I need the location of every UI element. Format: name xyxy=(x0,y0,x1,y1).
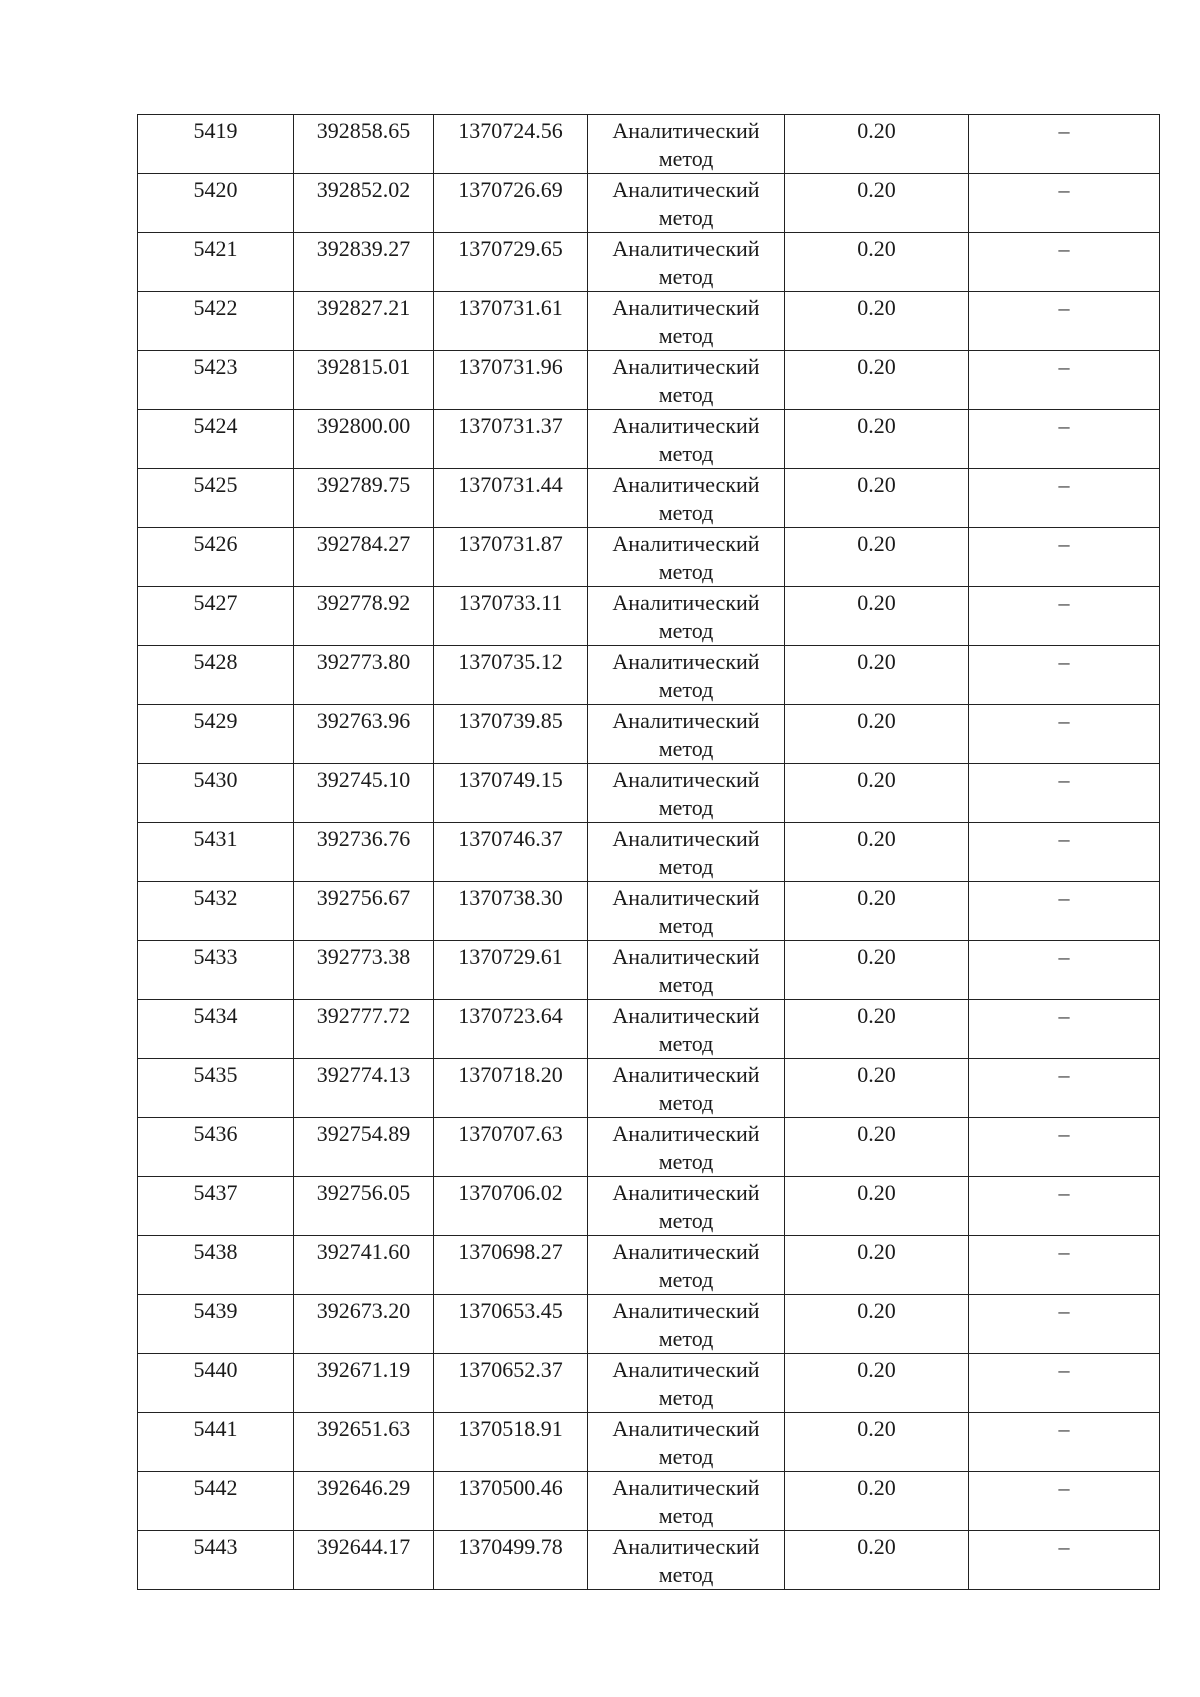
cell-point-number: 5434 xyxy=(138,1000,294,1059)
cell-coordinate-x: 392778.92 xyxy=(294,587,434,646)
cell-method: Аналитический метод xyxy=(588,292,785,351)
cell-coordinate-x: 392673.20 xyxy=(294,1295,434,1354)
cell-coordinate-y: 1370706.02 xyxy=(434,1177,588,1236)
cell-point-number: 5443 xyxy=(138,1531,294,1590)
cell-note: – xyxy=(969,469,1160,528)
table-row xyxy=(138,1000,1160,1059)
table-row xyxy=(138,1295,1160,1354)
table-row xyxy=(138,941,1160,1000)
cell-accuracy: 0.20 xyxy=(785,1531,969,1590)
table-row xyxy=(138,646,1160,705)
cell-point-number: 5432 xyxy=(138,882,294,941)
cell-coordinate-x: 392773.38 xyxy=(294,941,434,1000)
cell-coordinate-y: 1370731.87 xyxy=(434,528,588,587)
cell-note: – xyxy=(969,882,1160,941)
cell-coordinate-x: 392815.01 xyxy=(294,351,434,410)
table-row xyxy=(138,1472,1160,1531)
cell-coordinate-y: 1370749.15 xyxy=(434,764,588,823)
cell-method: Аналитический метод xyxy=(588,764,785,823)
cell-method: Аналитический метод xyxy=(588,823,785,882)
cell-note: – xyxy=(969,1354,1160,1413)
cell-coordinate-x: 392852.02 xyxy=(294,174,434,233)
table-row xyxy=(138,1413,1160,1472)
cell-point-number: 5436 xyxy=(138,1118,294,1177)
cell-note: – xyxy=(969,528,1160,587)
cell-coordinate-y: 1370698.27 xyxy=(434,1236,588,1295)
cell-method: Аналитический метод xyxy=(588,233,785,292)
cell-method: Аналитический метод xyxy=(588,1059,785,1118)
cell-accuracy: 0.20 xyxy=(785,233,969,292)
cell-accuracy: 0.20 xyxy=(785,351,969,410)
cell-coordinate-y: 1370731.44 xyxy=(434,469,588,528)
cell-coordinate-x: 392736.76 xyxy=(294,823,434,882)
cell-coordinate-x: 392756.67 xyxy=(294,882,434,941)
cell-accuracy: 0.20 xyxy=(785,1059,969,1118)
cell-point-number: 5426 xyxy=(138,528,294,587)
table-row xyxy=(138,882,1160,941)
cell-point-number: 5438 xyxy=(138,1236,294,1295)
cell-coordinate-x: 392745.10 xyxy=(294,764,434,823)
cell-note: – xyxy=(969,1059,1160,1118)
cell-accuracy: 0.20 xyxy=(785,1472,969,1531)
cell-coordinate-x: 392858.65 xyxy=(294,115,434,174)
cell-coordinate-x: 392800.00 xyxy=(294,410,434,469)
cell-note: – xyxy=(969,1531,1160,1590)
cell-coordinate-y: 1370733.11 xyxy=(434,587,588,646)
cell-method: Аналитический метод xyxy=(588,882,785,941)
cell-coordinate-x: 392741.60 xyxy=(294,1236,434,1295)
cell-method: Аналитический метод xyxy=(588,174,785,233)
cell-accuracy: 0.20 xyxy=(785,410,969,469)
cell-point-number: 5433 xyxy=(138,941,294,1000)
cell-point-number: 5422 xyxy=(138,292,294,351)
cell-accuracy: 0.20 xyxy=(785,1295,969,1354)
cell-accuracy: 0.20 xyxy=(785,292,969,351)
cell-accuracy: 0.20 xyxy=(785,1236,969,1295)
cell-note: – xyxy=(969,1000,1160,1059)
table-row xyxy=(138,233,1160,292)
cell-method: Аналитический метод xyxy=(588,1354,785,1413)
cell-accuracy: 0.20 xyxy=(785,115,969,174)
cell-note: – xyxy=(969,410,1160,469)
cell-point-number: 5427 xyxy=(138,587,294,646)
cell-coordinate-y: 1370735.12 xyxy=(434,646,588,705)
cell-accuracy: 0.20 xyxy=(785,587,969,646)
cell-coordinate-y: 1370729.61 xyxy=(434,941,588,1000)
cell-accuracy: 0.20 xyxy=(785,1118,969,1177)
cell-coordinate-x: 392754.89 xyxy=(294,1118,434,1177)
cell-method: Аналитический метод xyxy=(588,1118,785,1177)
cell-method: Аналитический метод xyxy=(588,1472,785,1531)
cell-note: – xyxy=(969,115,1160,174)
cell-note: – xyxy=(969,233,1160,292)
cell-note: – xyxy=(969,941,1160,1000)
table-body xyxy=(138,115,1160,1590)
cell-coordinate-y: 1370723.64 xyxy=(434,1000,588,1059)
table-row xyxy=(138,764,1160,823)
table-row xyxy=(138,705,1160,764)
cell-note: – xyxy=(969,823,1160,882)
cell-coordinate-y: 1370499.78 xyxy=(434,1531,588,1590)
cell-accuracy: 0.20 xyxy=(785,823,969,882)
cell-note: – xyxy=(969,1177,1160,1236)
cell-method: Аналитический метод xyxy=(588,1413,785,1472)
table-row xyxy=(138,1354,1160,1413)
table-row xyxy=(138,410,1160,469)
cell-coordinate-y: 1370731.61 xyxy=(434,292,588,351)
cell-method: Аналитический метод xyxy=(588,1295,785,1354)
cell-method: Аналитический метод xyxy=(588,646,785,705)
cell-method: Аналитический метод xyxy=(588,410,785,469)
table-row xyxy=(138,1177,1160,1236)
cell-coordinate-y: 1370731.37 xyxy=(434,410,588,469)
cell-note: – xyxy=(969,174,1160,233)
cell-coordinate-x: 392763.96 xyxy=(294,705,434,764)
cell-point-number: 5429 xyxy=(138,705,294,764)
cell-coordinate-y: 1370653.45 xyxy=(434,1295,588,1354)
table-row xyxy=(138,1236,1160,1295)
cell-method: Аналитический метод xyxy=(588,1000,785,1059)
cell-accuracy: 0.20 xyxy=(785,174,969,233)
cell-note: – xyxy=(969,646,1160,705)
cell-coordinate-y: 1370500.46 xyxy=(434,1472,588,1531)
cell-coordinate-y: 1370518.91 xyxy=(434,1413,588,1472)
cell-coordinate-x: 392773.80 xyxy=(294,646,434,705)
cell-coordinate-x: 392671.19 xyxy=(294,1354,434,1413)
cell-coordinate-x: 392646.29 xyxy=(294,1472,434,1531)
table-row xyxy=(138,823,1160,882)
cell-point-number: 5421 xyxy=(138,233,294,292)
table-row xyxy=(138,587,1160,646)
cell-method: Аналитический метод xyxy=(588,1236,785,1295)
cell-coordinate-x: 392827.21 xyxy=(294,292,434,351)
cell-point-number: 5439 xyxy=(138,1295,294,1354)
cell-method: Аналитический метод xyxy=(588,469,785,528)
cell-coordinate-y: 1370746.37 xyxy=(434,823,588,882)
coordinates-table xyxy=(137,114,1160,1590)
table-row xyxy=(138,1059,1160,1118)
cell-point-number: 5437 xyxy=(138,1177,294,1236)
cell-point-number: 5435 xyxy=(138,1059,294,1118)
cell-coordinate-y: 1370718.20 xyxy=(434,1059,588,1118)
cell-point-number: 5424 xyxy=(138,410,294,469)
cell-accuracy: 0.20 xyxy=(785,528,969,587)
cell-coordinate-x: 392644.17 xyxy=(294,1531,434,1590)
cell-coordinate-y: 1370739.85 xyxy=(434,705,588,764)
cell-accuracy: 0.20 xyxy=(785,941,969,1000)
cell-point-number: 5441 xyxy=(138,1413,294,1472)
cell-point-number: 5440 xyxy=(138,1354,294,1413)
cell-coordinate-y: 1370724.56 xyxy=(434,115,588,174)
cell-coordinate-y: 1370729.65 xyxy=(434,233,588,292)
cell-method: Аналитический метод xyxy=(588,528,785,587)
table-row xyxy=(138,174,1160,233)
cell-accuracy: 0.20 xyxy=(785,705,969,764)
cell-coordinate-x: 392774.13 xyxy=(294,1059,434,1118)
cell-method: Аналитический метод xyxy=(588,115,785,174)
cell-coordinate-x: 392789.75 xyxy=(294,469,434,528)
cell-coordinate-y: 1370738.30 xyxy=(434,882,588,941)
cell-accuracy: 0.20 xyxy=(785,1413,969,1472)
cell-accuracy: 0.20 xyxy=(785,1000,969,1059)
cell-coordinate-x: 392839.27 xyxy=(294,233,434,292)
cell-point-number: 5419 xyxy=(138,115,294,174)
cell-point-number: 5420 xyxy=(138,174,294,233)
cell-coordinate-y: 1370707.63 xyxy=(434,1118,588,1177)
cell-method: Аналитический метод xyxy=(588,941,785,1000)
cell-note: – xyxy=(969,1472,1160,1531)
table-row xyxy=(138,292,1160,351)
table-row xyxy=(138,469,1160,528)
table-row xyxy=(138,351,1160,410)
cell-note: – xyxy=(969,705,1160,764)
cell-accuracy: 0.20 xyxy=(785,1177,969,1236)
cell-point-number: 5425 xyxy=(138,469,294,528)
cell-accuracy: 0.20 xyxy=(785,882,969,941)
cell-note: – xyxy=(969,292,1160,351)
cell-coordinate-x: 392756.05 xyxy=(294,1177,434,1236)
cell-method: Аналитический метод xyxy=(588,1531,785,1590)
cell-note: – xyxy=(969,351,1160,410)
table-row xyxy=(138,1531,1160,1590)
cell-coordinate-x: 392784.27 xyxy=(294,528,434,587)
cell-note: – xyxy=(969,764,1160,823)
cell-point-number: 5431 xyxy=(138,823,294,882)
table-row xyxy=(138,528,1160,587)
cell-coordinate-y: 1370726.69 xyxy=(434,174,588,233)
cell-point-number: 5442 xyxy=(138,1472,294,1531)
table-row xyxy=(138,115,1160,174)
cell-accuracy: 0.20 xyxy=(785,1354,969,1413)
table-row xyxy=(138,1118,1160,1177)
cell-point-number: 5423 xyxy=(138,351,294,410)
cell-accuracy: 0.20 xyxy=(785,764,969,823)
cell-note: – xyxy=(969,1413,1160,1472)
cell-coordinate-x: 392777.72 xyxy=(294,1000,434,1059)
cell-method: Аналитический метод xyxy=(588,1177,785,1236)
cell-point-number: 5430 xyxy=(138,764,294,823)
cell-point-number: 5428 xyxy=(138,646,294,705)
cell-accuracy: 0.20 xyxy=(785,646,969,705)
cell-accuracy: 0.20 xyxy=(785,469,969,528)
cell-method: Аналитический метод xyxy=(588,587,785,646)
cell-note: – xyxy=(969,1118,1160,1177)
cell-note: – xyxy=(969,1295,1160,1354)
cell-coordinate-y: 1370652.37 xyxy=(434,1354,588,1413)
cell-note: – xyxy=(969,1236,1160,1295)
cell-note: – xyxy=(969,587,1160,646)
cell-method: Аналитический метод xyxy=(588,351,785,410)
cell-coordinate-x: 392651.63 xyxy=(294,1413,434,1472)
cell-method: Аналитический метод xyxy=(588,705,785,764)
cell-coordinate-y: 1370731.96 xyxy=(434,351,588,410)
